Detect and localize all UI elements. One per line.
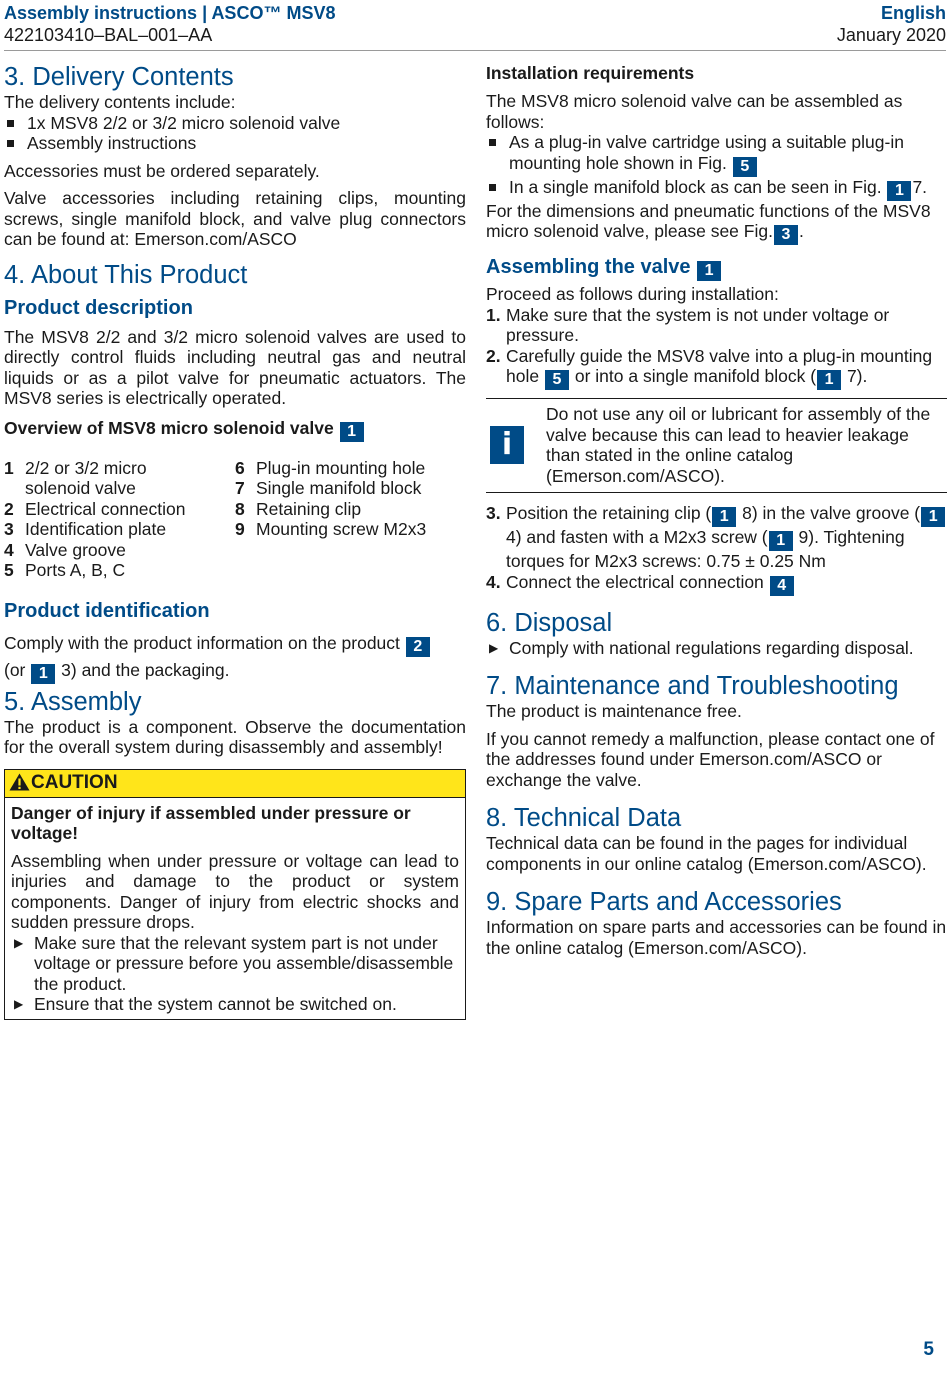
header-right: [837, 2, 946, 47]
step-item: 2. Carefully guide the MSV8 valve into a plug-in mounting hole 5 or into a single manifold block ( 1 7).: [486, 345, 933, 388]
section-title-about: 4. About This Product: [4, 260, 248, 289]
overview-title: Overview of MSV8 micro solenoid valve 1: [4, 418, 466, 442]
section-title-assembly: 5. Assembly: [4, 687, 142, 716]
list-item: As a plug-in valve cartridge using a suitable plug-in mounting hole shown in Fig. 5: [486, 132, 947, 177]
figure-badge: 1: [712, 507, 736, 527]
header-separator: |: [197, 3, 212, 23]
installation-intro: The MSV8 micro solenoid valve can be assembled as follows:: [486, 91, 903, 132]
troubleshooting-text: If you cannot remedy a malfunction, please contact one of the addresses found under Emerson.com/ASCO or exchange the valve.: [486, 728, 935, 790]
product-description-title: Product description: [4, 296, 193, 319]
figure-badge: 1: [817, 370, 841, 390]
list-item: Assembly instructions: [4, 133, 466, 154]
spare-parts-text: Information on spare parts and accessories can be found in the online catalog (Emerson.com/ASCO).: [486, 917, 947, 958]
legend-item: 8 Retaining clip: [235, 498, 362, 519]
figure-badge: 2: [406, 637, 430, 657]
figure-badge: 4: [770, 576, 794, 596]
product-identification-title: Product identification: [4, 599, 210, 622]
list-item: ▶ Comply with national regulations regarding disposal.: [486, 638, 947, 659]
assembly-steps: [486, 305, 947, 391]
info-icon: i: [490, 426, 524, 464]
caution-box: [4, 769, 466, 1020]
section-title-spare-parts: 9. Spare Parts and Accessories: [486, 888, 842, 916]
legend-column-right: [235, 458, 466, 581]
parts-legend: [4, 458, 466, 581]
info-notice: [486, 398, 947, 493]
caution-headline: Danger of injury if assembled under pressure or voltage!: [11, 802, 411, 843]
doc-number: 422103410–BAL–001–AA: [4, 25, 213, 45]
section-title-maintenance: 7. Maintenance and Troubleshooting: [486, 672, 899, 700]
list-item: In a single manifold block as can be seen in Fig. 1 7.: [486, 177, 947, 201]
list-item: ▶ Ensure that the system cannot be switched on.: [11, 994, 459, 1015]
step-item: 4. Connect the electrical connection 4: [486, 572, 947, 596]
language: English: [880, 3, 946, 23]
legend-item: 6 Plug-in mounting hole: [235, 457, 426, 478]
maintenance-text: The product is maintenance free.: [486, 701, 742, 721]
figure-badge: 1: [921, 507, 945, 527]
installation-requirements-title: Installation requirements: [486, 63, 695, 83]
caution-list: [11, 933, 459, 1015]
disposal-list: [486, 638, 947, 659]
legend-item: 4 Valve groove: [4, 539, 126, 560]
assembling-title: Assembling the valve 1: [486, 255, 947, 281]
product-description-text: The MSV8 2/2 and 3/2 micro solenoid valves are used to directly control fluids including neutral gas and neutral liquids or as a pilot valve for pneumatic actuators. The MSV8 series is electrically operated.: [4, 326, 466, 408]
legend-item: 2 Electrical connection: [4, 498, 186, 519]
legend-item: 3 Identification plate: [4, 519, 167, 539]
legend-item: 1 2/2 or 3/2 micro solenoid valve: [4, 457, 147, 498]
figure-badge: 5: [545, 370, 569, 390]
header-title: Assembly instructions | ASCO™ MSV8: [4, 3, 336, 23]
technical-text: Technical data can be found in the pages for individual components in our online catalog (Emerson.com/ASCO).: [486, 833, 927, 874]
step-item: 3. Position the retaining clip ( 1 8) in the valve groove ( 1 4) and fasten with a M2x3 screw ( 1 9). Tightening torques for M2x3 screws: 0.75 ± 0.25 Nm: [486, 503, 947, 572]
delivery-intro: The delivery contents include:: [4, 92, 236, 112]
left-column: [4, 62, 466, 1020]
doc-date: January 2020: [836, 25, 946, 45]
accessories-note: Accessories must be ordered separately.: [4, 160, 320, 181]
assembling-intro: Proceed as follows during installation:: [486, 284, 779, 304]
warning-triangle-icon: [9, 773, 31, 799]
assembly-steps-cont: [486, 503, 947, 596]
caution-header: [5, 770, 465, 798]
legend-column-left: [4, 458, 235, 581]
assembly-text: The product is a component. Observe the documentation for the overall system during disassembly and assembly!: [4, 716, 466, 757]
figure-badge: 1: [31, 664, 55, 684]
installation-list: [486, 132, 947, 201]
caution-body: [5, 798, 465, 1019]
section-title-technical: 8. Technical Data: [486, 804, 682, 832]
step-item: 1. Make sure that the system is not under voltage or pressure.: [486, 304, 890, 345]
right-column: [486, 62, 947, 958]
product-identification-text: Comply with the product information on the product 2 (or 1 3) and the packaging.: [4, 630, 466, 684]
list-item: ▶ Make sure that the relevant system part is not under voltage or pressure before you assemble/disassemble the product.: [11, 933, 459, 995]
page-header: [4, 2, 946, 51]
figure-badge: 1: [340, 422, 364, 442]
figure-badge: 1: [697, 261, 721, 281]
caution-text: Assembling when under pressure or voltage can lead to injuries and damage to the product or system components. Danger of injury from electric shocks and sudden pressure drops.: [11, 850, 459, 932]
figure-badge: 3: [774, 225, 798, 245]
legend-item: 7 Single manifold block: [235, 478, 422, 498]
dimensions-note: For the dimensions and pneumatic functions of the MSV8 micro solenoid valve, please see Fig. 3 .: [486, 200, 931, 243]
notice-text: Do not use any oil or lubricant for assembly of the valve because this can lead to heavier leakage than stated in the online catalog (Emerson.com/ASCO).: [546, 404, 931, 486]
delivery-list: [4, 113, 466, 154]
header-left: [4, 2, 335, 47]
figure-badge: 1: [769, 531, 793, 551]
page-number: 5: [923, 1339, 934, 1360]
figure-badge: 1: [887, 181, 911, 201]
legend-item: 5 Ports A, B, C: [4, 560, 126, 580]
list-item: 1x MSV8 2/2 or 3/2 micro solenoid valve: [4, 113, 466, 134]
section-title-disposal: 6. Disposal: [486, 608, 613, 637]
figure-badge: 5: [733, 157, 757, 177]
accessories-info: Valve accessories including retaining clips, mounting screws, single manifold block, and valve plug connectors can be found at: Emerson.com/ASCO: [4, 188, 466, 249]
legend-item: 9 Mounting screw M2x3: [235, 519, 427, 539]
section-title-delivery: 3. Delivery Contents: [4, 63, 234, 91]
caution-label: CAUTION: [31, 771, 118, 793]
